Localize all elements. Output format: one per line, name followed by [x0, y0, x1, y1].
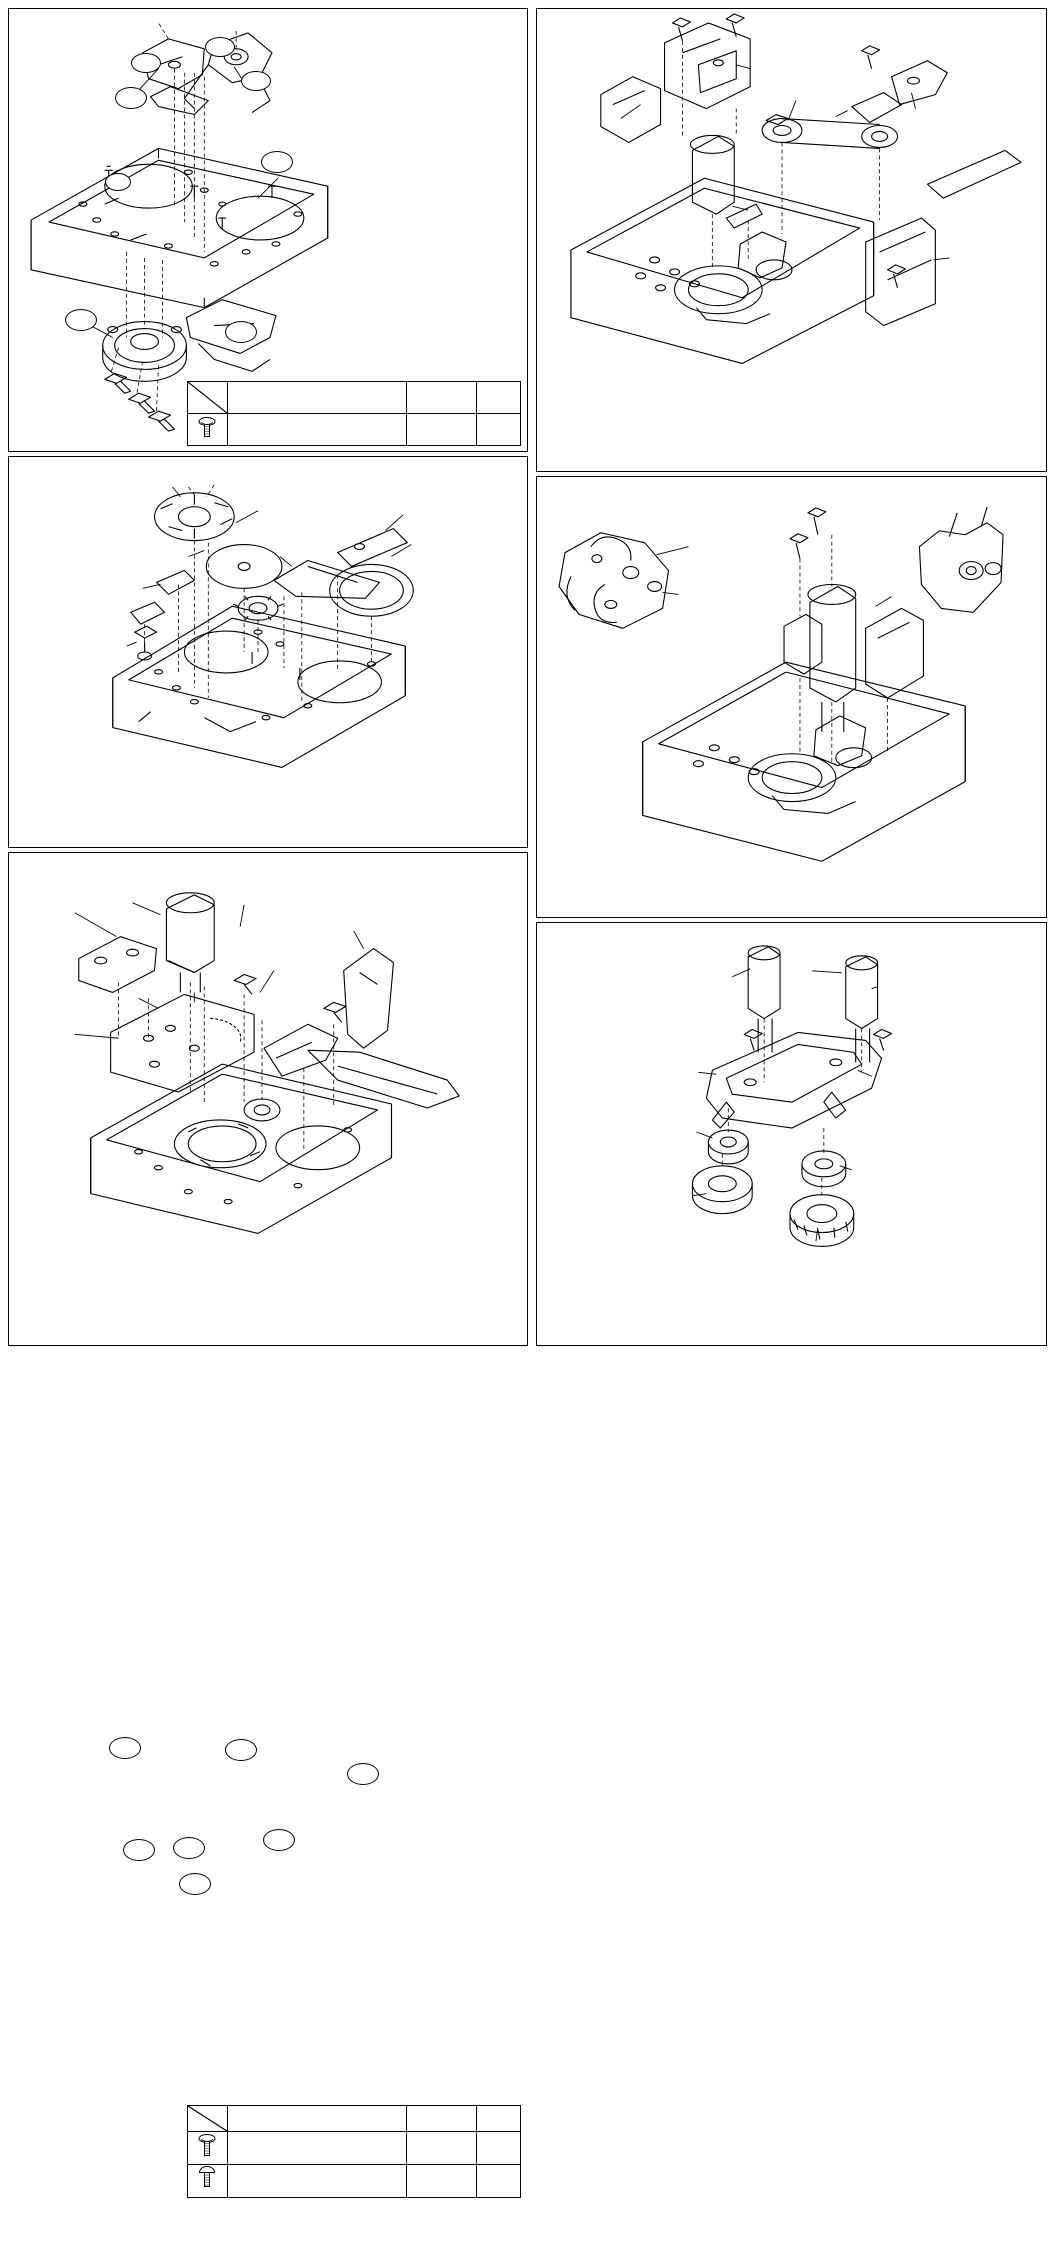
- table-row: [188, 2165, 521, 2198]
- callout-balloon: [123, 1839, 155, 1861]
- exploded-view-middle-left: [9, 457, 527, 847]
- panel-middle-right-assembly: [536, 476, 1047, 918]
- table-cell-note: [477, 414, 521, 446]
- callout-balloon: [65, 309, 97, 331]
- callout-balloon: [173, 1837, 205, 1859]
- table-cell-description: [227, 2106, 406, 2132]
- table-cell-note: [477, 2132, 521, 2165]
- table-cell-qty: [407, 2106, 477, 2132]
- table-row: [188, 414, 521, 446]
- screw-pan-glyph: [197, 2133, 217, 2164]
- table-cell-note: [477, 2106, 521, 2132]
- panel-bottom-left-assembly: [8, 852, 528, 1346]
- table-row: [188, 2132, 521, 2165]
- parts-table-panel-3: [187, 2105, 521, 2198]
- screw-pan-icon: [188, 2132, 228, 2165]
- table-cell-qty: [407, 2165, 477, 2198]
- table-cell-index: [188, 382, 228, 414]
- table-cell-description: [227, 382, 406, 414]
- panel-top-right-assembly: [536, 8, 1047, 472]
- callout-balloon: [205, 37, 235, 57]
- panel-top-left-assembly: [8, 8, 528, 452]
- callout-balloon: [131, 53, 161, 73]
- parts-table-panel-1: [187, 381, 521, 446]
- callout-balloon: [115, 87, 147, 109]
- screw-pan-icon: [188, 414, 228, 446]
- table-row: [188, 2106, 521, 2132]
- panel-bottom-right-assembly: [536, 922, 1047, 1346]
- screw-round-icon: [188, 2165, 228, 2198]
- table-cell-index: [188, 2106, 228, 2132]
- table-cell-description: [227, 2165, 406, 2198]
- exploded-view-bottom-left: [9, 853, 527, 1345]
- callout-balloon: [241, 71, 271, 91]
- screw-pan-glyph: [197, 415, 217, 444]
- table-cell-note: [477, 2165, 521, 2198]
- exploded-view-top-right: [537, 9, 1046, 471]
- table-cell-description: [227, 2132, 406, 2165]
- callout-balloon: [225, 1739, 257, 1761]
- callout-balloon: [225, 321, 257, 343]
- callout-balloon: [109, 1737, 141, 1759]
- callout-balloon: [347, 1763, 379, 1785]
- callout-balloon: [105, 173, 131, 191]
- table-cell-qty: [407, 382, 477, 414]
- table-row: [188, 382, 521, 414]
- screw-round-glyph: [197, 2166, 217, 2197]
- callout-balloon: [263, 1829, 295, 1851]
- callout-balloon: [179, 1873, 211, 1895]
- callout-balloon: [261, 151, 293, 173]
- exploded-view-bottom-right: [537, 923, 1046, 1345]
- table-cell-description: [227, 414, 406, 446]
- table-cell-qty: [407, 2132, 477, 2165]
- exploded-view-middle-right: [537, 477, 1046, 917]
- panel-middle-left-assembly: [8, 456, 528, 848]
- table-cell-qty: [407, 414, 477, 446]
- table-cell-note: [477, 382, 521, 414]
